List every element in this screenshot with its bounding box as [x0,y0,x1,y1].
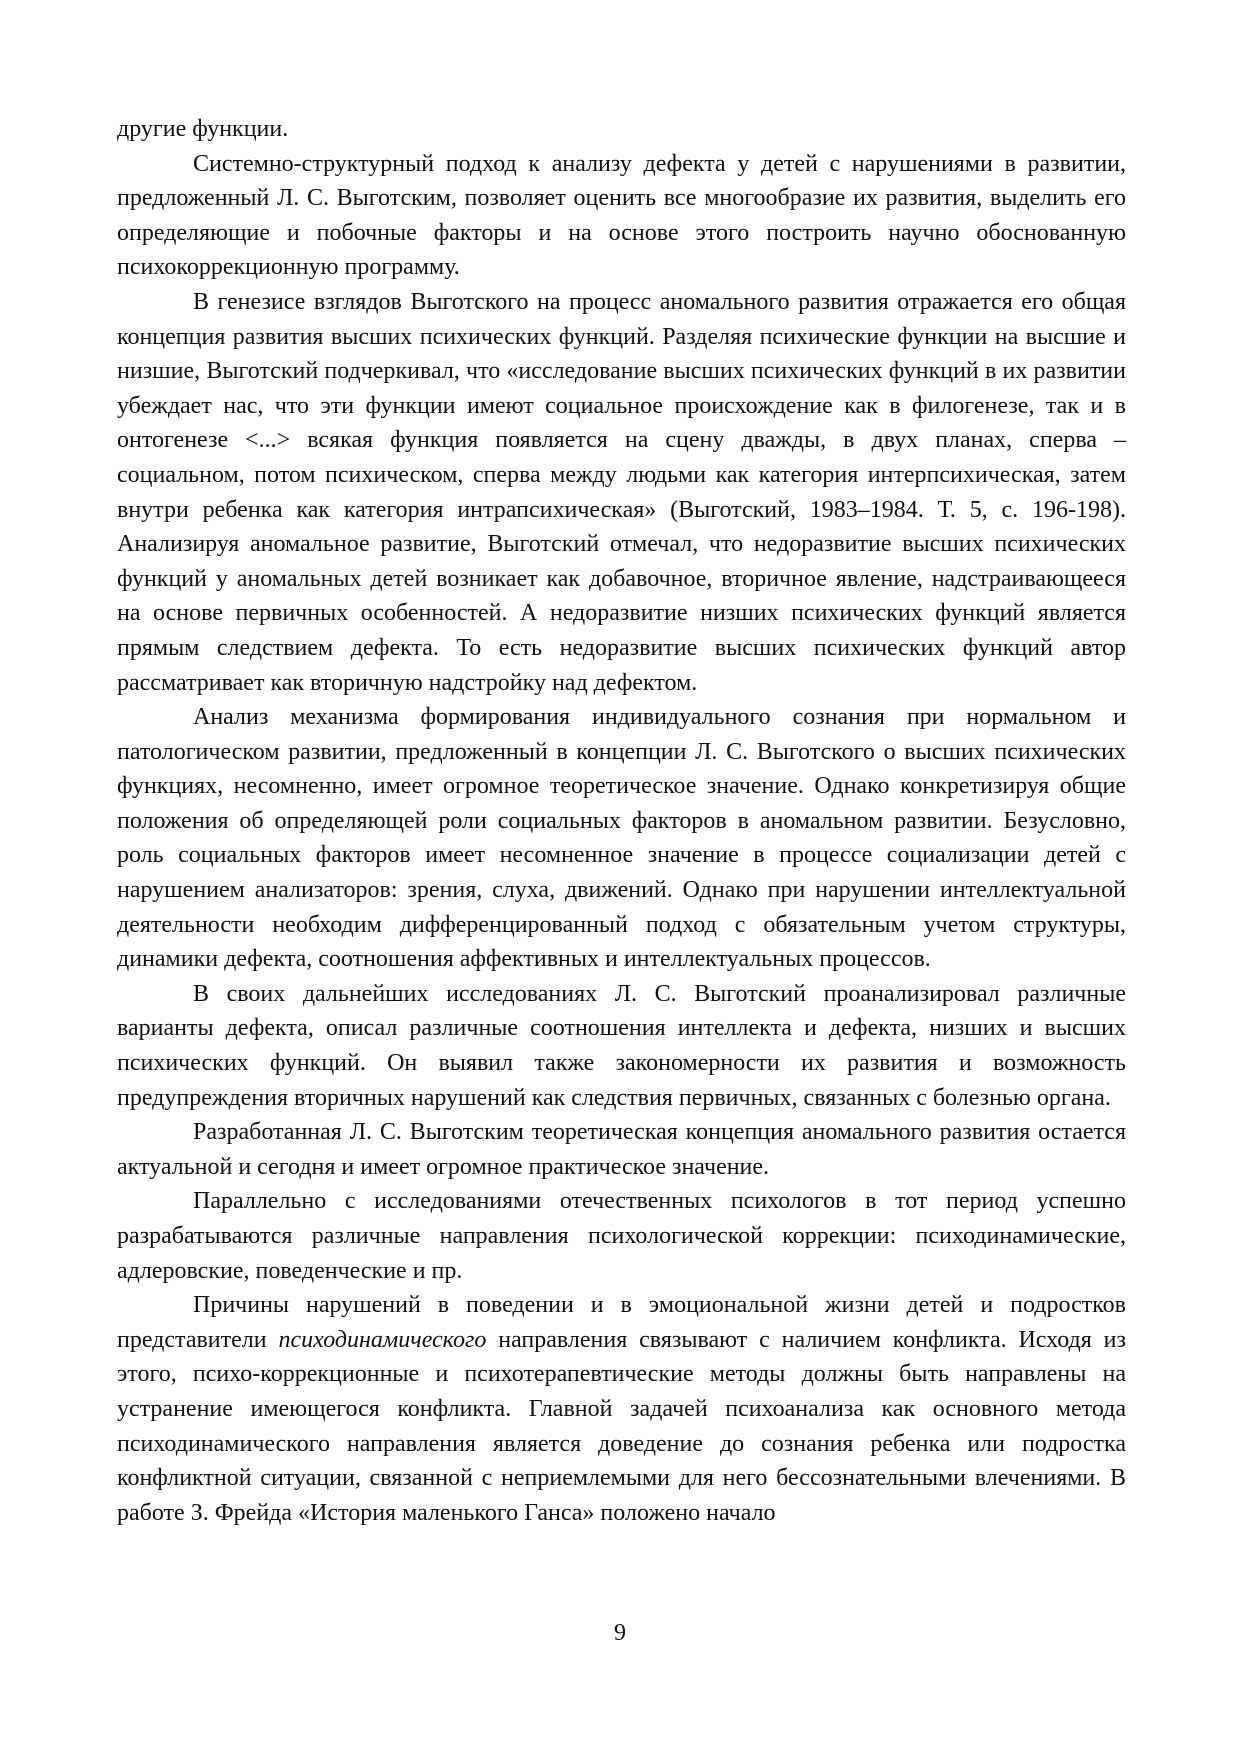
paragraph-genesis-of-views: В генезисе взглядов Выготского на процесс аномального развития отражается его общая концепция развития высших психических функций. Разделяя психические функции на высшие и низшие, Выготский подчеркивал, что «исследование высших психических функций в их развитии убеждает нас, что эти функции имеют социальное происхождение как в филогенезе, так и в онтогенезе <...> всякая функция появляется на сцену дважды, в двух планах, сперва – социальном, потом психическом, сперва между людьми как категория интерпсихическая, затем внутри ребенка как категория интрапсихическая» (Выготский, 1983–1984. Т. 5, с. 196-198). Анализируя аномальное развитие, Выготский отмечал, что недоразвитие высших психических функций у аномальных детей возникает как добавочное, вторичное явление, надстраивающееся на основе первичных особенностей. А недоразвитие низших психических функций является прямым следствием дефекта. То есть недоразвитие высших психических функций автор рассматривает как вторичную надстройку над дефектом. [117,288,1126,696]
paragraph-concept-relevance: Разработанная Л. С. Выготским теоретическая концепция аномального развития остается актуальной и сегодня и имеет огромное практическое значение. [117,1119,1126,1180]
paragraph-consciousness-analysis: Анализ механизма формирования индивидуального сознания при нормальном и патологическом развитии, предложенный в концепции Л. С. Выготского о высших психических функциях, несомненно, имеет огромное теоретическое значение. Однако конкретизируя общие положения об определяющей роли социальных факторов в аномальном развитии. Безусловно, роль социальных факторов имеет несомненное значение в процессе социализации детей с нарушением анализаторов: зрения, слуха, движений. Однако при нарушении интеллектуальной деятельности необходим дифференцированный подход с обязательным учетом структуры, динамики дефекта, соотношения аффективных и интеллектуальных процессов. [117,704,1126,973]
emphasized-term: психодинамического [278,1326,487,1353]
paragraph-further-research: В своих дальнейших исследованиях Л. С. Выготский проанализировал различные варианты дефекта, описал различные соотношения интеллекта и дефекта, низших и высших психических функций. Он выявил также закономерности их развития и возможность предупреждения вторичных нарушений как следствия первичных, связанных с болезнью органа. [117,980,1126,1111]
paragraph-continuation: другие функции. [117,116,289,142]
page-body [117,112,1126,1530]
paragraph-system-structural-approach: Системно-структурный подход к анализу дефекта у детей с нарушениями в развитии, предложенный Л. С. Выготским, позволяет оценить все многообразие их развития, выделить его определяющие и побочные факторы и на основе этого построить научно обоснованную психокоррекционную программу. [117,150,1126,281]
paragraph-text-after-emphasis: направления связывают с наличием конфликта. Исходя из этого, психо-коррекционные и психотерапевтические методы должны быть направлены на устранение имеющегося конфликта. Главной задачей психоанализа как основного метода психодинамического направления является доведение до сознания ребенка или подростка конфликтной ситуации, связанной с неприемлемыми для него бессознательными влечениями. В работе З. Фрейда «История маленького Ганса» положено начало [117,1326,1126,1526]
paragraph-parallel-directions: Параллельно с исследованиями отечественных психологов в тот период успешно разрабатываются различные направления психологической коррекции: психодинамические, адлеровские, поведенческие и пр. [117,1188,1126,1284]
paragraph-text-before-emphasis: Причины нарушений в поведении и в эмоциональной жизни детей и подростков представители [117,1292,1126,1353]
paragraph-psychodynamic-causes [117,1288,1126,1530]
page-number: 9 [614,1620,626,1646]
